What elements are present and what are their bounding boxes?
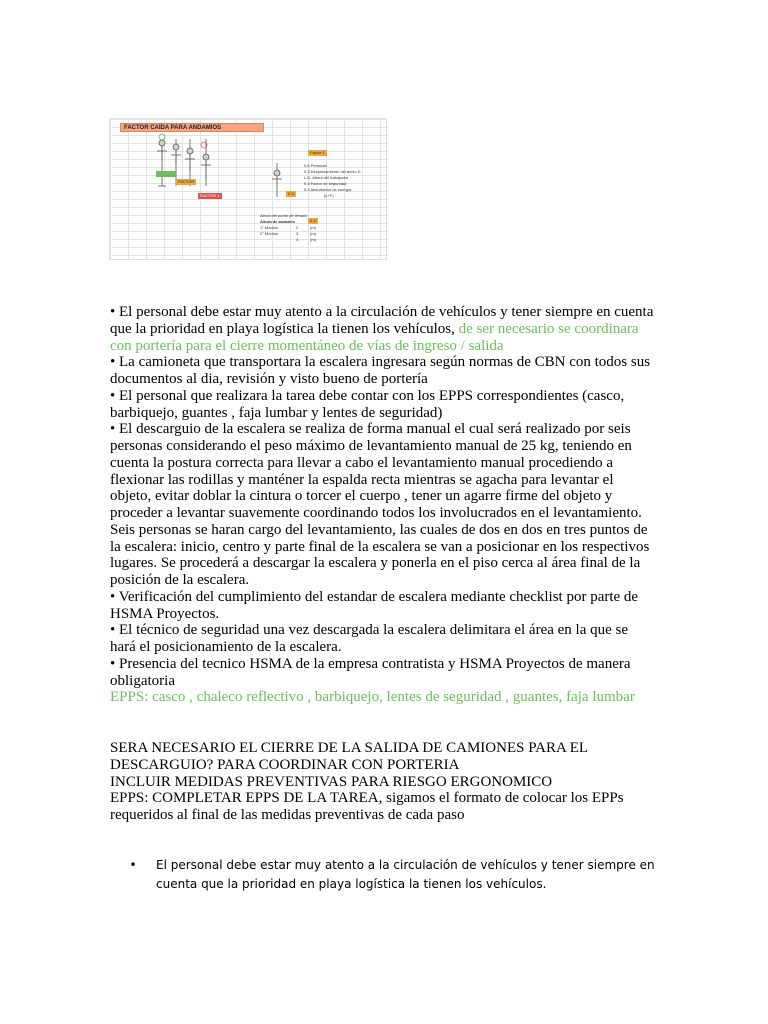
table-cell: (m) xyxy=(310,231,316,236)
legend-line: 0.3 Absorbedor de energía xyxy=(304,187,352,192)
legend-line: L.D. Altura del trabajador xyxy=(304,175,349,180)
chip-factor-1: Factor 1 xyxy=(310,150,325,155)
table-cell: 1° Módulo xyxy=(260,225,279,230)
legend-line: (L+F) xyxy=(324,193,334,198)
table-col2: 0.3 xyxy=(310,218,316,223)
table-cell: (m) xyxy=(310,237,316,242)
chip-factor-a: FACTOR xyxy=(158,171,175,176)
legend-line: 0.3 Factor de seguridad xyxy=(304,181,347,186)
table-cell: (m) xyxy=(310,225,316,230)
list-item-text: El personal debe estar muy atento a la circulación de vehículos y tener siempre en cuenta que la prioridad en playa logística la tienen los vehículos. xyxy=(156,858,655,891)
list-item xyxy=(110,856,655,894)
note-line: EPPS: COMPLETAR EPPS DE LA TAREA, sigamos el formato de colocar los EPPs requeridos al final de las medidas preventivas de cada paso xyxy=(110,790,624,823)
harness-figure-icon xyxy=(270,163,284,197)
paragraph: • El personal que realizara la tarea debe contar con los EPPS correspondientes (casco, barbiquejo, guantes , faja lumbar y lentes de seguridad) xyxy=(110,387,625,421)
bullet-list xyxy=(110,856,655,894)
paragraph: • El descarguio de la escalera se realiza de forma manual el cual será realizado por seis personas considerando el peso máximo de levantamiento manual de 25 kg, teniendo en cuenta la postura correcta para llevar a cabo el levantamiento manual procediendo a flexionar las rodillas y manténer la espalda recta mientras se agacha para levantar el objeto, evitar doblar la cintura o torcer el cuerpo , tener un agarre firme del objeto y proceder a levantar suavemente coordinando todos los involucrados en el levantamiento. xyxy=(110,421,642,521)
highlight-text: de ser necesario se coordinara con portería para el cierre momentáneo de vías de ingreso / salida xyxy=(110,320,639,354)
fall-factor-figure xyxy=(109,118,387,260)
note-line: SERA NECESARIO EL CIERRE DE LA SALIDA DE CAMIONES PARA EL DESCARGUIO? PARA COORDINAR CON PORTERIA xyxy=(110,740,588,773)
table-cell: 2 xyxy=(296,225,299,230)
paragraph xyxy=(110,304,655,354)
paragraph-text: • El personal debe estar muy atento a la circulación de vehículos y tener siempre en cuenta que la prioridad en playa logística la tienen los vehículos, xyxy=(110,304,654,337)
paragraph: • Verificación del cumplimiento del estandar de escalera mediante checklist por parte de HSMA Proyectos. xyxy=(110,588,639,622)
chip-factor-c: FACTOR 2 xyxy=(200,193,220,198)
table-cell: 4 xyxy=(296,237,299,242)
chip-small: 0.3 xyxy=(288,191,294,196)
table-cell: 3 xyxy=(296,231,299,236)
figure-title: FACTOR CAÍDA PARA ANDAMIOS xyxy=(120,123,264,132)
procedure-text xyxy=(110,304,655,706)
paragraph: • El técnico de seguridad una vez descargada la escalera delimitara el área en la que se hará el posicionamiento de la escalera. xyxy=(110,622,629,655)
chip-factor-b: FACTOR xyxy=(178,179,195,184)
note-line: INCLUIR MEDIDAS PREVENTIVAS PARA RIESGO ERGONOMICO xyxy=(110,773,553,790)
table-col1: Altura de andamio xyxy=(260,219,295,224)
paragraph: • Presencia del tecnico HSMA de la empresa contratista y HSMA Proyectos de manera obligatoria xyxy=(110,655,631,689)
epps-line: EPPS: casco , chaleco reflectivo , barbiquejo, lentes de seguridad , guantes, faja lumbar xyxy=(110,689,635,706)
table-header: Altura del punto de llenado xyxy=(260,213,308,218)
paragraph: Seis personas se haran cargo del levantamiento, las cuales de dos en dos en tres puntos de la escalera: inicio, centro y parte final de la escalera se van a posicionar en los respectivos lugares. Se procederá a descargar la escalera y ponerla en el piso cerca al área final de la posición de la escalera. xyxy=(110,521,650,588)
paragraph: • La camioneta que transportara la escalera ingresara según normas de CBN con todos sus documentos al dia, revisión y visto bueno de portería xyxy=(110,354,651,387)
table-cell: 2° Módulo xyxy=(260,231,279,236)
review-notes xyxy=(110,740,655,824)
legend-line: 0.6 Personal xyxy=(304,163,327,168)
bullet-icon: • xyxy=(129,858,137,872)
legend-line: 0.3 Desplazamiento del anclo D xyxy=(304,169,361,174)
